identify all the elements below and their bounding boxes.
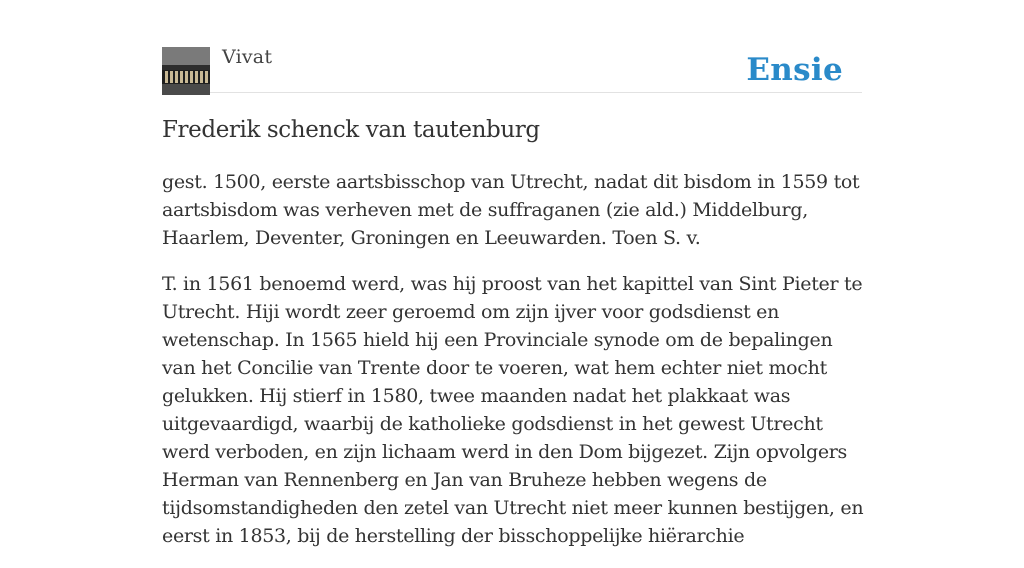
site-logo[interactable]: Ensie [746,52,843,88]
article-paragraph: gest. 1500, eerste aartsbisschop van Utrecht, nadat dit bisdom in 1559 tot aartsbisdom was verheven met de suffraganen (zie ald.) Middelburg, Haarlem, Deventer, Groningen en Leeuwarden. Toen S. v. [162,171,860,249]
avatar[interactable] [162,47,210,95]
author-name[interactable]: Vivat [222,46,273,68]
page-title: Frederik schenck van tautenburg [162,117,540,143]
site-header [162,0,862,93]
page-container [162,0,864,547]
book-spines-avatar-icon [162,47,210,95]
article-paragraph: T. in 1561 benoemd werd, was hij proost van het kapittel van Sint Pieter te Utrecht. Hiji wordt zeer geroemd om zijn ijver voor godsdienst en wetenschap. In 1565 hield hij een Provinciale synode om de bepalingen van het Concilie van Trente door te voeren, wat hem echter niet mocht gelukken. Hij stierf in 1580, twee maanden nadat het plakkaat was uitgevaardigd, waarbij de katholieke godsdienst in het gewest Utrecht werd verboden, en zijn lichaam werd in den Dom bijgezet. Zijn opvolgers Herman van Rennenberg en Jan van Bruheze hebben wegens de tijdsomstandigheden den zetel van Utrecht niet meer kunnen bestijgen, en eerst in 1853, bij de herstelling der bisschoppelijke hiërarchie [162,273,864,547]
article-body [162,168,864,568]
